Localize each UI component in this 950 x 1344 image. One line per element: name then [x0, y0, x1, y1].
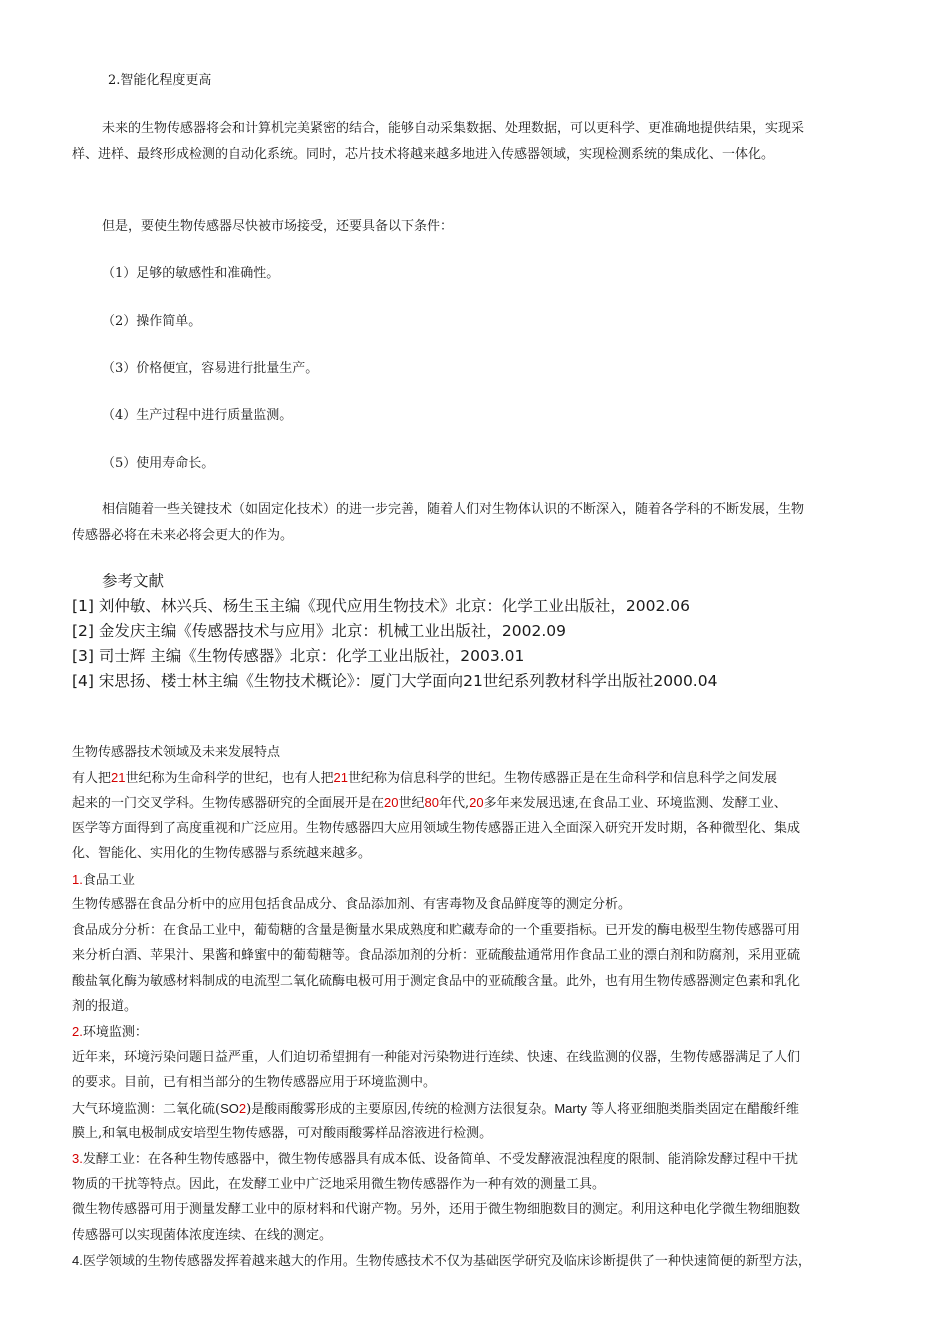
- text: 世纪: [398, 796, 425, 811]
- med-line: [72, 1248, 811, 1275]
- references-title: 参考文献: [102, 572, 165, 590]
- condition-item: （3）价格便宜，容易进行批量生产。: [102, 361, 319, 376]
- env-line: [72, 1096, 799, 1123]
- reference-item: [4] 宋思扬、楼士林主编《生物技术概论》：厦门大学面向21世纪系列教材科学出版社2000.04: [72, 672, 718, 690]
- text: 世纪称为信息科学的世纪。生物传感器正是在生命科学和信息科学之间发展: [347, 771, 777, 786]
- food-line: 食品成分分析：在食品工业中，葡萄糖的含量是衡量水果成熟度和贮藏寿命的一个重要指标。已开发的酶电极型生物传感器可用: [72, 923, 801, 938]
- env-line: 的要求。目前，已有相当部分的生物传感器应用于环境监测中。: [72, 1075, 437, 1090]
- text: 多年来发展迅速,在食品工业、环境监测、发酵工业、: [483, 796, 787, 811]
- number: 20: [469, 795, 484, 810]
- number: 80: [424, 795, 439, 810]
- food-heading: [72, 867, 135, 894]
- env-line: 近年来，环境污染问题日益严重，人们迫切希望拥有一种能对污染物进行连续、快速、在线监测的仪器，生物传感器满足了人们: [72, 1050, 801, 1065]
- section-number: 1.: [72, 872, 83, 887]
- intro-line: [72, 765, 777, 792]
- ferm-line: 物质的干扰等特点。因此，在发酵工业中广泛地采用微生物传感器作为一种有效的测量工具。: [72, 1177, 606, 1192]
- paragraph-line: 未来的生物传感器将会和计算机完美紧密的结合，能够自动采集数据、处理数据，可以更科学、更准确地提供结果，实现采: [102, 121, 805, 136]
- intro-line: 化、智能化、实用化的生物传感器与系统越来越多。: [72, 846, 372, 861]
- food-line: 剂的报道。: [72, 999, 138, 1014]
- section-number: 3.: [72, 1151, 83, 1166]
- text: )是酸雨酸雾形成的主要原因,传统的检测方法很复杂。: [246, 1102, 555, 1117]
- paragraph: 但是，要使生物传感器尽快被市场接受，还要具备以下条件：: [102, 219, 454, 234]
- formula: SO: [220, 1101, 239, 1116]
- env-heading: [72, 1019, 148, 1046]
- text: 有人把: [72, 771, 112, 786]
- section-number: 4.: [72, 1253, 83, 1268]
- paragraph-line: 样、进样、最终形成检测的自动化系统。同时，芯片技术将越来越多地进入传感器领域，实现检测系统的集成化、一体化。: [72, 147, 775, 162]
- ferm-line: 微生物传感器可用于测量发酵工业中的原材料和代谢产物。另外，还用于微生物细胞数目的测定。利用这种电化学微生物细胞数: [72, 1202, 801, 1217]
- food-line: 生物传感器在食品分析中的应用包括食品成分、食品添加剂、有害毒物及食品鲜度等的测定分析。: [72, 897, 632, 912]
- text: 食品工业: [82, 873, 135, 888]
- condition-item: （5）使用寿命长。: [102, 456, 215, 471]
- env-line: 膜上,和氧电极制成安培型生物传感器，可对酸雨酸雾样品溶液进行检测。: [72, 1126, 493, 1141]
- food-line: 来分析白酒、苹果汁、果酱和蜂蜜中的葡萄糖等。食品添加剂的分析：亚硫酸盐通常用作食品工业的漂白剂和防腐剂，采用亚硫: [72, 948, 801, 963]
- author-name: Marty: [554, 1101, 587, 1116]
- text: 发酵工业：在各种生物传感器中，微生物传感器具有成本低、设备简单、不受发酵液混浊程度的限制、能消除发酵过程中干扰: [82, 1152, 798, 1167]
- condition-item: （4）生产过程中进行质量监测。: [102, 408, 293, 423]
- ferm-line: 传感器可以实现菌体浓度连续、在线的测定。: [72, 1228, 333, 1243]
- reference-item: [2] 金发庆主编《传感器技术与应用》北京：机械工业出版社，2002.09: [72, 622, 566, 640]
- food-line: 酸盐氧化酶为敏感材料制成的电流型二氧化硫酶电极可用于测定食品中的亚硫酸含量。此外，也有用生物传感器测定色素和乳化: [72, 974, 801, 989]
- condition-item: （2）操作简单。: [102, 314, 202, 329]
- text: 医学领域的生物传感器发挥着越来越大的作用。生物传感技术不仅为基础医学研究及临床诊断提供了一种快速简便的新型方法，: [82, 1254, 811, 1269]
- intro-line: [72, 790, 787, 817]
- paragraph-line: 相信随着一些关键技术（如固定化技术）的进一步完善，随着人们对生物体认识的不断深入，随着各学科的不断发展，生物: [102, 502, 805, 517]
- text: 年代,: [438, 796, 470, 811]
- section-number: 2.: [72, 1024, 83, 1039]
- text: 等人将亚细胞类脂类固定在醋酸纤维: [586, 1102, 799, 1117]
- section-title: 生物传感器技术领域及未来发展特点: [72, 745, 281, 760]
- paragraph-line: 传感器必将在未来必将会更大的作为。: [72, 528, 294, 543]
- intro-line: 医学等方面得到了高度重视和广泛应用。生物传感器四大应用领域生物传感器正进入全面深入研究开发时期，各种微型化、集成: [72, 821, 801, 836]
- reference-item: [1] 刘仲敏、林兴兵、杨生玉主编《现代应用生物技术》北京：化学工业出版社，2002.06: [72, 597, 690, 615]
- number: 21: [111, 770, 126, 785]
- section-heading: 2.智能化程度更高: [108, 73, 212, 88]
- reference-item: [3] 司士辉 主编《生物传感器》北京：化学工业出版社，2003.01: [72, 647, 525, 665]
- ferm-line: [72, 1146, 798, 1173]
- text: 世纪称为生命科学的世纪，也有人把: [125, 771, 334, 786]
- text: 起来的一门交叉学科。生物传感器研究的全面展开是在: [72, 796, 385, 811]
- number: 20: [384, 795, 399, 810]
- number: 21: [333, 770, 348, 785]
- formula-subscript: 2: [238, 1101, 247, 1116]
- text: 大气环境监测：二氧化硫(: [72, 1102, 221, 1117]
- condition-item: （1）足够的敏感性和准确性。: [102, 266, 280, 281]
- text: 环境监测：: [82, 1025, 148, 1040]
